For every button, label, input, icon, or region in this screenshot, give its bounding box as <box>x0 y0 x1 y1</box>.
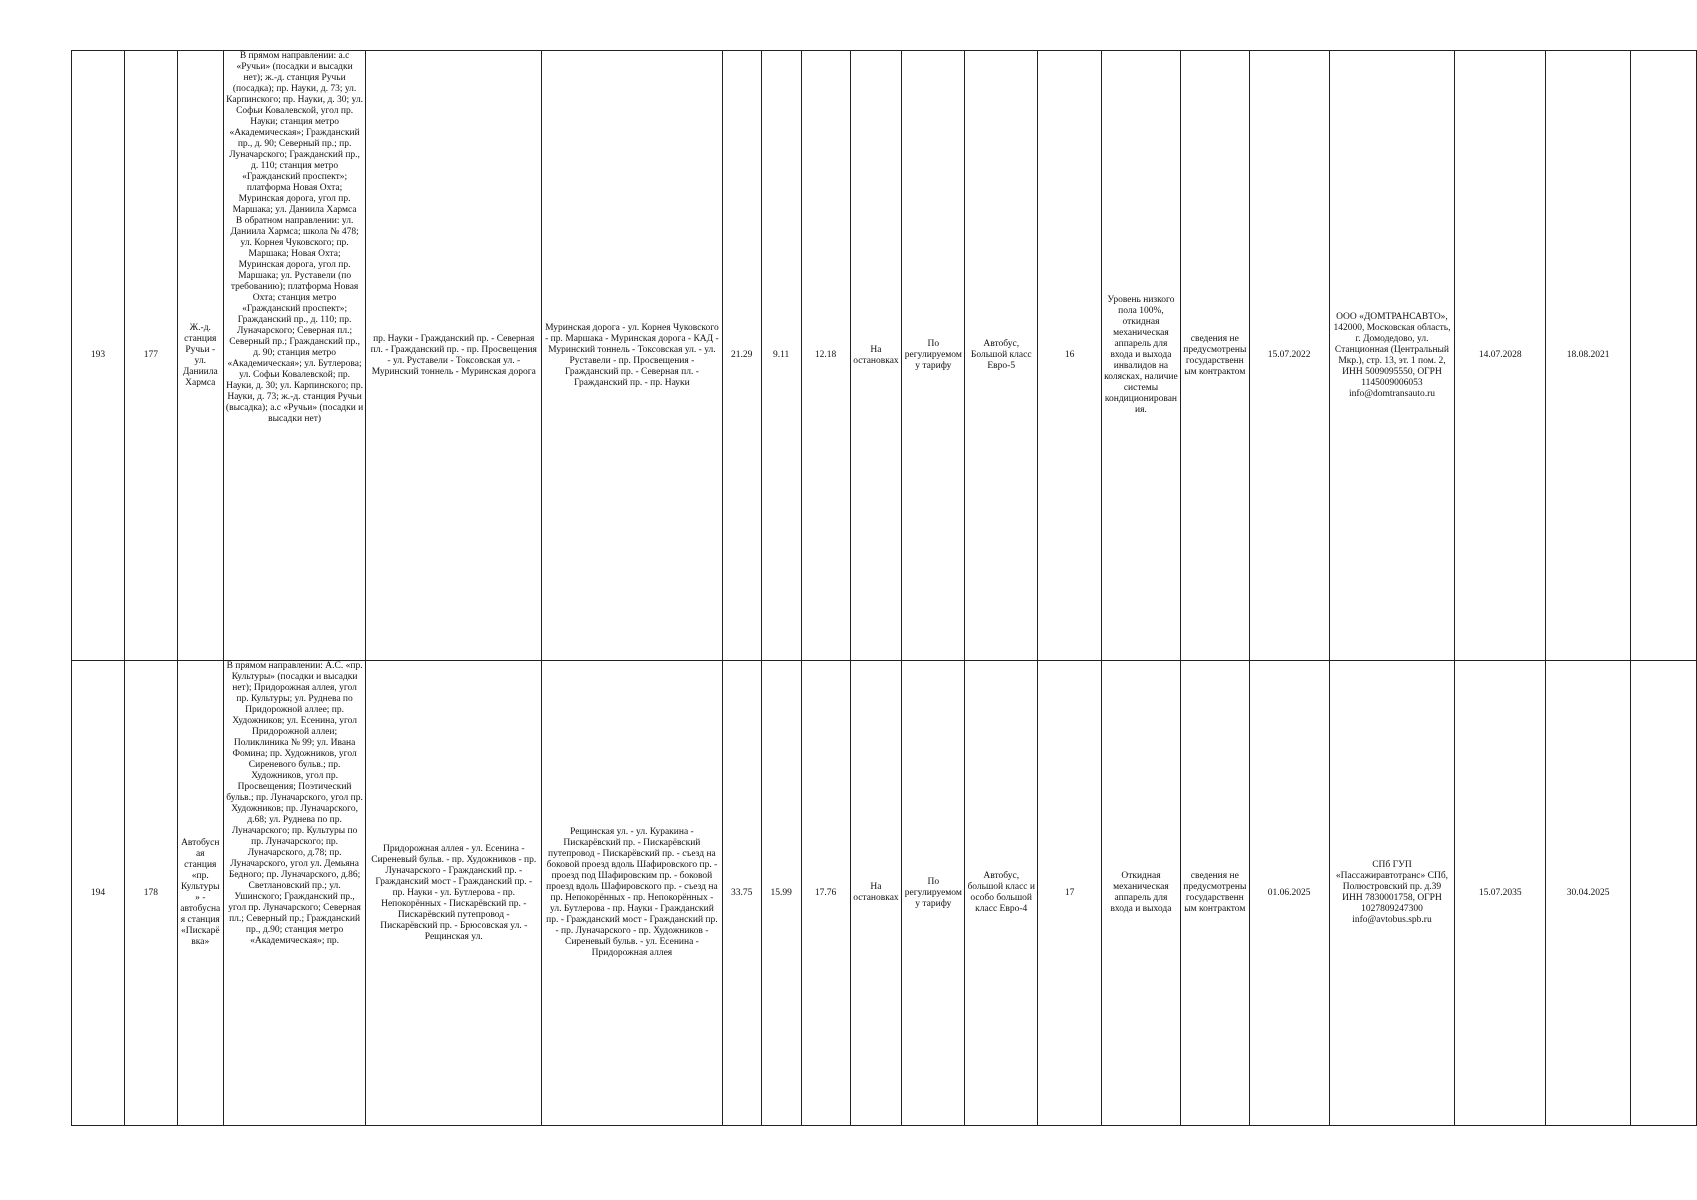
reg-number-cell: 194 <box>72 661 125 1126</box>
reg-number-cell: 193 <box>72 51 125 661</box>
start-date-cell: 01.06.2025 <box>1249 661 1329 1126</box>
table-row <box>72 661 1697 1126</box>
carrier-cell: СПб ГУП «Пассажиравтотранс» СПб, Полюстровский пр. д.39 ИНН 7830001758, ОГРН 1027809247300 info@avtobus.spb.ru <box>1329 661 1455 1126</box>
route-number-cell: 178 <box>124 661 177 1126</box>
end-date-cell: 15.07.2035 <box>1455 661 1546 1126</box>
vehicle-count-cell: 17 <box>1038 661 1102 1126</box>
other-date-cell: 30.04.2025 <box>1546 661 1631 1126</box>
empty-cell <box>1630 51 1696 661</box>
table-row <box>72 51 1697 661</box>
streets-back-cell: Рещинская ул. - ул. Куракина - Пискарёвский пр. - Пискарёвский путепровод - Пискарёвский пр. - съезд на боковой проезд вдоль Шафировского пр. - проезд под Шафировским пр. - боковой проезд вдоль Шафировского пр. - съезд на пр. Непокорённых - пр. Непокорённых - ул. Бутлерова - пр. Науки - Гражданский пр. - Гражданский мост - Гражданский пр. - пр. Луначарского - пр. Художников - Сиреневый бульв. - ул. Есенина - Придорожная аллея <box>542 661 723 1126</box>
other-date-cell: 18.08.2021 <box>1546 51 1631 661</box>
features-cell: Откидная механическая аппарель для входа и выхода <box>1102 661 1181 1126</box>
length-forward-cell: 33.75 <box>722 661 761 1126</box>
contract-info-cell: сведения не предусмотрены государственным контрактом <box>1180 51 1249 661</box>
tariff-cell: По регулируемому тарифу <box>902 51 965 661</box>
stop-mode-cell: На остановках <box>850 51 902 661</box>
contract-info-cell: сведения не предусмотрены государственным контрактом <box>1180 661 1249 1126</box>
route-name-cell: Ж.-д. станция Ручьи - ул. Даниила Хармса <box>177 51 223 661</box>
length-forward-cell: 21.29 <box>722 51 761 661</box>
vehicle-cell: Автобус, большой класс и особо большой класс Евро-4 <box>965 661 1038 1126</box>
route-number-cell: 177 <box>124 51 177 661</box>
empty-cell <box>1630 661 1696 1126</box>
vehicle-count-cell: 16 <box>1038 51 1102 661</box>
route-name-cell: Автобусная станция «пр. Культуры» - автобусная станция «Пискарёвка» <box>177 661 223 1126</box>
start-date-cell: 15.07.2022 <box>1249 51 1329 661</box>
stop-mode-cell: На остановках <box>850 661 902 1126</box>
stops-cell: В прямом направлении: а.с «Ручьи» (посадки и высадки нет); ж.-д. станция Ручьи (посадка); пр. Науки, д. 73; ул. Карпинского; пр. Науки, д. 30; ул. Софьи Ковалевской, угол пр. Науки; станция метро «Академическая»; Гражданский пр., д. 90; Северный пр.; пр. Луначарского; Гражданский пр., д. 110; станция метро «Гражданский проспект»; платформа Новая Охта; Муринская дорога, угол пр. Маршака; ул. Даниила Хармса В обратном направлении: ул. Даниила Хармса; школа № 478; ул. Корнея Чуковского; пр. Маршака; Новая Охта; Муринская дорога, угол пр. Маршака; ул. Руставели (по требованию); платформа Новая Охта; станция метро «Гражданский проспект»; Гражданский пр., д. 110; пр. Луначарского; Северная пл.; Северный пр.; Гражданский пр., д. 90; станция метро «Академическая»; ул. Бутлерова; ул. Софьи Ковалевской; пр. Науки, д. 30; ул. Карпинского; пр. Науки, д. 73; ж.-д. станция Ручьи (высадка); а.с «Ручьи» (посадки и высадки нет) <box>223 51 366 661</box>
end-date-cell: 14.07.2028 <box>1455 51 1546 661</box>
vehicle-cell: Автобус, Большой класс Евро-5 <box>965 51 1038 661</box>
length-back-cell: 15.99 <box>761 661 801 1126</box>
tariff-cell: По регулируемому тарифу <box>902 661 965 1126</box>
stops-cell: В прямом направлении: А.С. «пр. Культуры» (посадки и высадки нет); Придорожная аллея, угол пр. Культуры; ул. Руднева по Придорожной аллее; пр. Художников; ул. Есенина, угол Придорожной аллеи; Поликлиника № 99; ул. Ивана Фомина; пр. Художников, угол Сиреневого бульв.; пр. Художников, угол пр. Просвещения; Поэтический бульв.; пр. Луначарского, угол пр. Художников; пр. Луначарского, д.68; ул. Руднева по пр. Луначарского; пр. Культуры по пр. Луначарского; пр. Луначарского, д.78; пр. Луначарского, угол ул. Демьяна Бедного; пр. Луначарского, д.86; Светлановский пр.; ул. Ушинского; Гражданский пр., угол пр. Луначарского; Северная пл.; Северный пр.; Гражданский пр., д.90; станция метро «Академическая»; пр. <box>223 661 366 1126</box>
features-cell: Уровень низкого пола 100%, откидная механическая аппарель для входа и выхода инвалидов на колясках, наличие системы кондиционирования. <box>1102 51 1181 661</box>
route-registry-table <box>71 50 1697 1126</box>
length-cell: 17.76 <box>801 661 850 1126</box>
streets-forward-cell: пр. Науки - Гражданский пр. - Северная пл. - Гражданский пр. - пр. Просвещения - ул. Руставели - Токсовская ул. - Муринский тоннель - Муринская дорога <box>366 51 542 661</box>
streets-forward-cell: Придорожная аллея - ул. Есенина - Сиреневый бульв. - пр. Художников - пр. Луначарского - Гражданский пр. - Гражданский мост - Гражданский пр. - пр. Науки - ул. Бутлерова - пр. Непокорённых - Пискарёвский пр. - Пискарёвский путепровод - Пискарёвский пр. - Брюсовская ул. - Рещинская ул. <box>366 661 542 1126</box>
streets-back-cell: Муринская дорога - ул. Корнея Чуковского - пр. Маршака - Муринская дорога - КАД - Муринский тоннель - Токсовская ул. - ул. Руставели - пр. Просвещения - Гражданский пр. - Северная пл. - Гражданский пр. - пр. Науки <box>542 51 723 661</box>
length-back-cell: 9.11 <box>761 51 801 661</box>
carrier-cell: ООО «ДОМТРАНСАВТО», 142000, Московская область, г. Домодедово, ул. Станционная (Центральный Мкр.), стр. 13, эт. 1 пом. 2, ИНН 5009095550, ОГРН 1145009006053 info@domtransauto.ru <box>1329 51 1455 661</box>
length-cell: 12.18 <box>801 51 850 661</box>
